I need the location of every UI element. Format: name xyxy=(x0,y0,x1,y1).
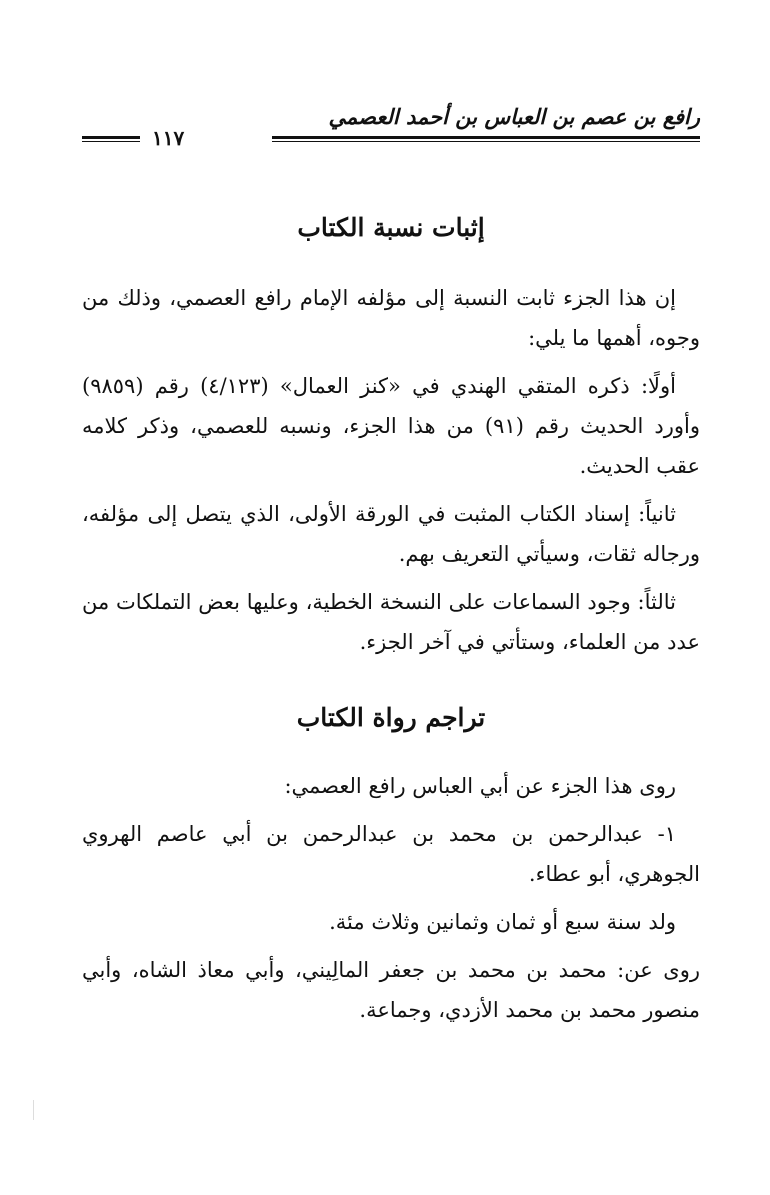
page-body xyxy=(82,190,700,1038)
running-header xyxy=(82,104,700,148)
paragraph: روى هذا الجزء عن أبي العباس رافع العصمي: xyxy=(284,774,676,798)
header-rule-right xyxy=(272,136,700,142)
page-number: ١١٧ xyxy=(152,126,185,150)
header-title: رافع بن عصم بن العباس بن أحمد العصمي xyxy=(328,104,700,129)
paragraph: أولًا: ذكره المتقي الهندي في «كنز العمال» (٤/١٢٣) رقم (٩٨٥٩) وأورد الحديث رقم (٩١) من هذا الجزء، ونسبه للعصمي، وذكر كلامه عقب الحديث. xyxy=(82,374,701,478)
paragraph: إن هذا الجزء ثابت النسبة إلى مؤلفه الإمام رافع العصمي، وذلك من وجوه، أهمها ما يلي: xyxy=(82,286,700,350)
paragraph: ثانياً: إسناد الكتاب المثبت في الورقة الأولى، الذي يتصل إلى مؤلفه، ورجاله ثقات، وسيأتي التعريف بهم. xyxy=(82,502,700,566)
paragraph: ١- عبدالرحمن بن محمد بن عبدالرحمن بن أبي عاصم الهروي الجوهري، أبو عطاء. xyxy=(82,822,700,886)
paragraph: روى عن: محمد بن محمد بن جعفر المالِيني، وأبي معاذ الشاه، وأبي منصور محمد بن محمد الأزدي، وجماعة. xyxy=(82,958,700,1022)
section-heading-attribution: إثبات نسبة الكتاب xyxy=(297,213,485,242)
scan-margin-mark xyxy=(33,1100,34,1120)
section-heading-narrators: تراجم رواة الكتاب xyxy=(296,703,486,732)
header-rule-left xyxy=(82,136,140,142)
paragraph: ولد سنة سبع أو ثمان وثمانين وثلاث مئة. xyxy=(329,910,676,934)
paragraph: ثالثاً: وجود السماعات على النسخة الخطية، وعليها بعض التملكات من عدد من العلماء، وستأتي في آخر الجزء. xyxy=(82,590,700,654)
